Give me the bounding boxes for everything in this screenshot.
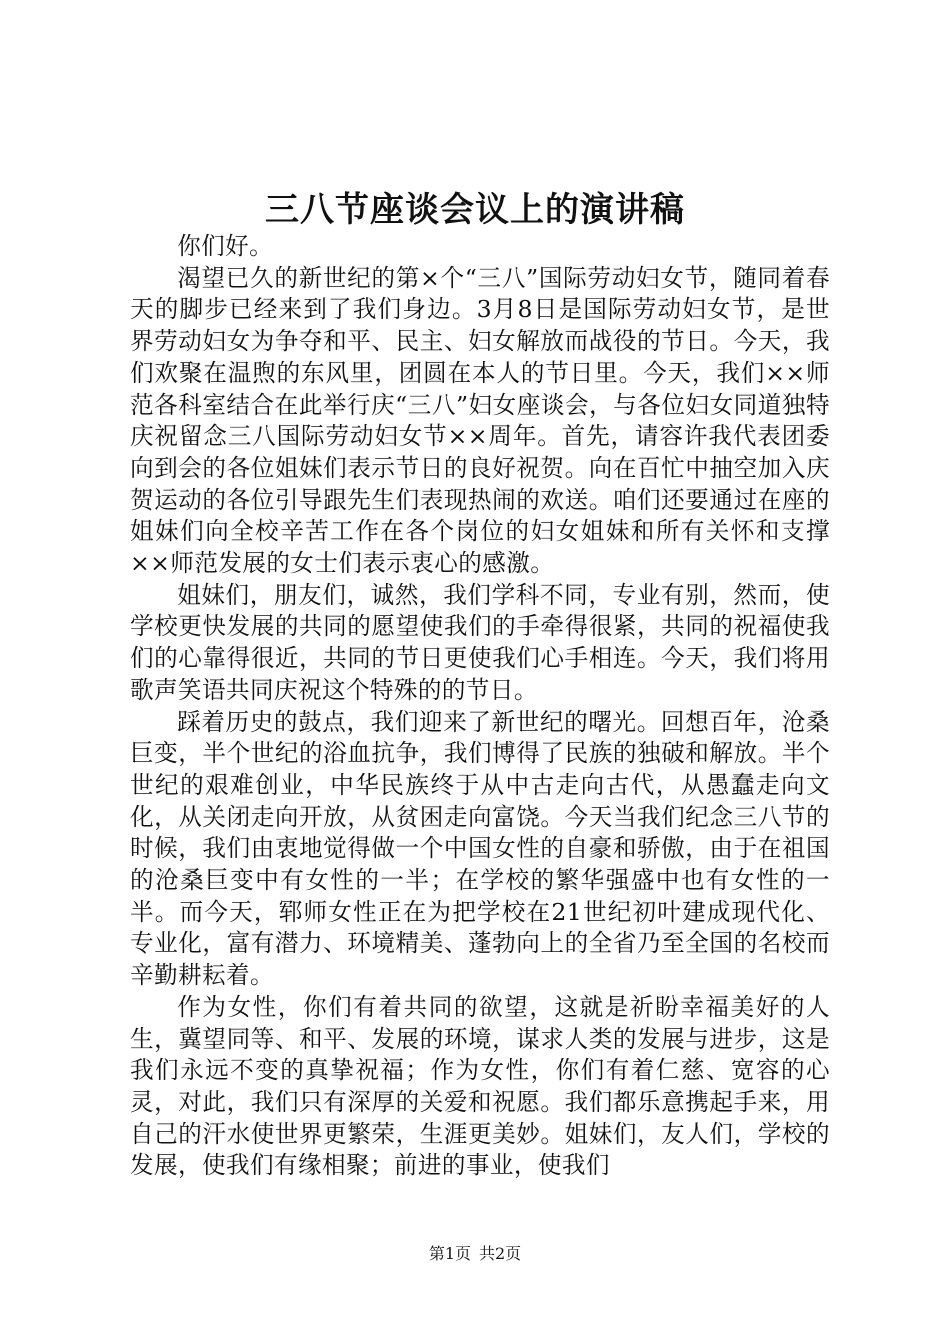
page-footer: [0, 1244, 950, 1264]
page-number: 第1页: [428, 1244, 471, 1263]
paragraph-as-women: 作为女性，你们有着共同的欲望，这就是祈盼幸福美好的人生，冀望同等、和平、发展的环境，谋求人类的发展与进步，这是我们永远不变的真挚祝福；作为女性，你们有着仁慈、宽容的心灵，对此，我们只有深厚的关爱和祝愿。我们都乐意携起手来，用自己的汗水使世界更繁荣，生涯更美妙。姐妹们，友人们，学校的发展，使我们有缘相聚；前进的事业，使我们: [130, 992, 830, 1180]
paragraph-opening: 渴望已久的新世纪的第×个“三八”国际劳动妇女节，随同着春天的脚步已经来到了我们身边。3月8日是国际劳动妇女节，是世界劳动妇女为争夺和平、民主、妇女解放而战役的节日。今天，我们欢聚在温煦的东风里，团圆在本人的节日里。今天，我们××师范各科室结合在此举行庆“三八”妇女座谈会，与各位妇女同道独特庆祝留念三八国际劳动妇女节××周年。首先，请容许我代表团委向到会的各位姐妹们表示节日的良好祝贺。向在百忙中抽空加入庆贺运动的各位引导跟先生们表现热闹的欢送。咱们还要通过在座的姐妹们向全校辛苦工作在各个岗位的妇女姐妹和所有关怀和支撑××师范发展的女士们表示衷心的感激。: [130, 263, 830, 578]
paragraph-sisters-friends: 姐妹们，朋友们，诚然，我们学科不同，专业有别，然而，使学校更快发展的共同的愿望使我们的手牵得很紧，共同的祝福使我们的心靠得很近，共同的节日更使我们心手相连。今天，我们将用歌声笑语共同庆祝这个特殊的的节日。: [130, 580, 830, 704]
paragraph-history: 踩着历史的鼓点，我们迎来了新世纪的曙光。回想百年，沧桑巨变，半个世纪的浴血抗争，我们博得了民族的独破和解放。半个世纪的艰难创业，中华民族终于从中古走向古代，从愚蠢走向文化，从关闭走向开放，从贫困走向富饶。今天当我们纪念三八节的时候，我们由衷地觉得做一个中国女性的自豪和骄傲，由于在祖国的沧桑巨变中有女性的一半；在学校的繁华强盛中也有女性的一半。而今天，郓师女性正在为把学校在21世纪初叶建成现代化、专业化，富有潜力、环境精美、蓬勃向上的全省乃至全国的名校而辛勤耕耘着。: [130, 707, 830, 990]
paragraph-greeting: 你们好。: [177, 232, 274, 260]
page-total: 共2页: [479, 1244, 522, 1263]
document-title: 三八节座谈会议上的演讲稿: [265, 190, 685, 230]
document-body: [130, 231, 830, 1182]
